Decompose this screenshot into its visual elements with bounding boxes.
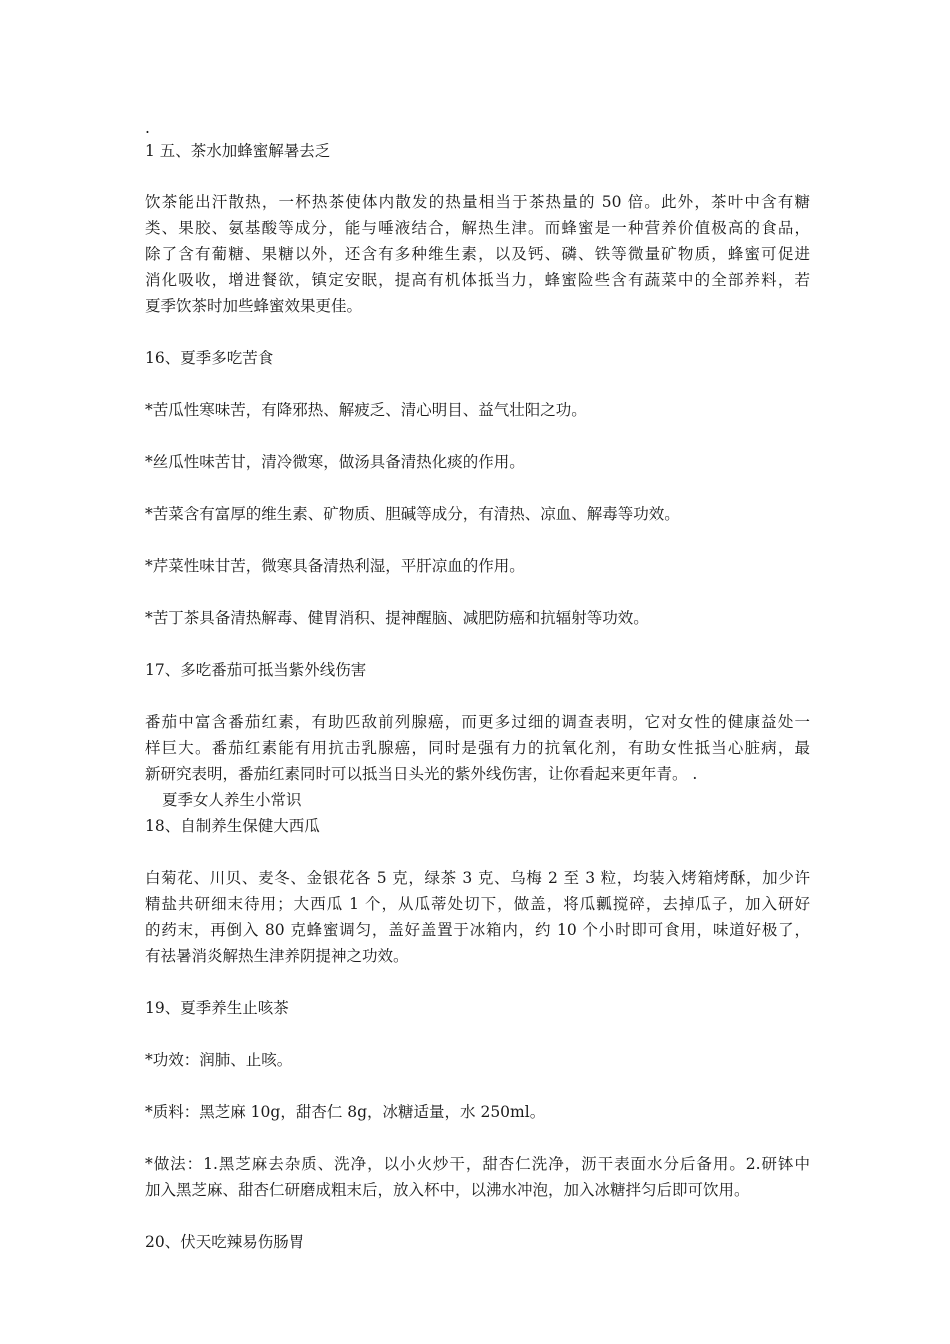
- list-item: *质料：黑芝麻 10g，甜杏仁 8g，冰糖适量，水 250ml。: [145, 1103, 546, 1121]
- paragraph-18: [145, 865, 810, 969]
- paragraph-15: [145, 189, 810, 319]
- paragraph-line: 番茄中富含番茄红素，有助匹敌前列腺癌，而更多过细的调查表明，它对女性的健康益处一: [145, 713, 810, 731]
- heading-19: 19、夏季养生止咳茶: [145, 999, 289, 1017]
- list-item: *苦瓜性寒味苦，有降邪热、解疲乏、清心明目、益气壮阳之功。: [145, 401, 587, 419]
- heading-17: 17、多吃番茄可抵当紫外线伤害: [145, 661, 367, 679]
- paragraph-line: 饮茶能出汗散热，一杯热茶使体内散发的热量相当于茶热量的 50 倍。此外，茶叶中含有糖: [145, 193, 810, 211]
- paragraph-line: *做法：1.黑芝麻去杂质、洗净，以小火炒干，甜杏仁洗净，沥干表面水分后备用。2.研钵中: [145, 1155, 810, 1173]
- heading-15: 1 五、茶水加蜂蜜解暑去乏: [145, 142, 331, 160]
- heading-20: 20、伏天吃辣易伤肠胃: [145, 1233, 305, 1251]
- heading-16: 16、夏季多吃苦食: [145, 349, 274, 367]
- paragraph-line: 夏季饮茶时加些蜂蜜效果更佳。: [145, 297, 363, 315]
- paragraph-line: 样巨大。番茄红素能有用抗击乳腺癌，同时是强有力的抗氧化剂，有助女性抵当心脏病，最: [145, 739, 810, 757]
- list-item: *苦菜含有富厚的维生素、矿物质、胆碱等成分，有清热、凉血、解毒等功效。: [145, 505, 680, 523]
- document-page: [145, 118, 810, 1255]
- list-item: *丝瓜性味苦甘，清冷微寒，做汤具备清热化痰的作用。: [145, 453, 525, 471]
- paragraph-line: 除了含有葡糖、果糖以外，还含有多种维生素，以及钙、磷、铁等微量矿物质，蜂蜜可促进: [145, 245, 810, 263]
- paragraph-line: 类、果胶、氨基酸等成分，能与唾液结合，解热生津。而蜂蜜是一种营养价值极高的食品，: [145, 219, 810, 237]
- heading-18: 18、自制养生保健大西瓜: [145, 817, 320, 835]
- paragraph-17: [145, 709, 810, 787]
- method-paragraph: [145, 1151, 810, 1203]
- list-item: *芹菜性味甘苦，微寒具备清热利湿，平肝凉血的作用。: [145, 557, 525, 575]
- section-subtitle: 夏季女人养生小常识: [162, 791, 302, 809]
- paragraph-line: 精盐共研细末待用；大西瓜 1 个，从瓜蒂处切下，做盖，将瓜瓤搅碎，去掉瓜子，加入研好: [145, 895, 810, 913]
- list-item: *功效：润肺、止咳。: [145, 1051, 293, 1069]
- paragraph-line: 的药末，再倒入 80 克蜂蜜调匀，盖好盖置于冰箱内，约 10 个小时即可食用，味道好极了，: [145, 921, 810, 939]
- paragraph-line: 消化吸收，增进餐欲，镇定安眠，提高有机体抵当力，蜂蜜险些含有蔬菜中的全部养料，若: [145, 271, 810, 289]
- paragraph-line: 白菊花、川贝、麦冬、金银花各 5 克，绿茶 3 克、乌梅 2 至 3 粒，均装入烤箱烤酥，加少许: [145, 869, 810, 887]
- stray-dot: .: [145, 119, 150, 137]
- paragraph-line: 新研究表明，番茄红素同时可以抵当日头光的紫外线伤害，让你看起来更年青。 .: [145, 765, 698, 783]
- list-item: *苦丁茶具备清热解毒、健胃消积、提神醒脑、减肥防癌和抗辐射等功效。: [145, 609, 649, 627]
- paragraph-line: 有祛暑消炎解热生津养阴提神之功效。: [145, 947, 409, 965]
- paragraph-line: 加入黑芝麻、甜杏仁研磨成粗末后，放入杯中，以沸水冲泡，加入冰糖拌匀后即可饮用。: [145, 1181, 750, 1199]
